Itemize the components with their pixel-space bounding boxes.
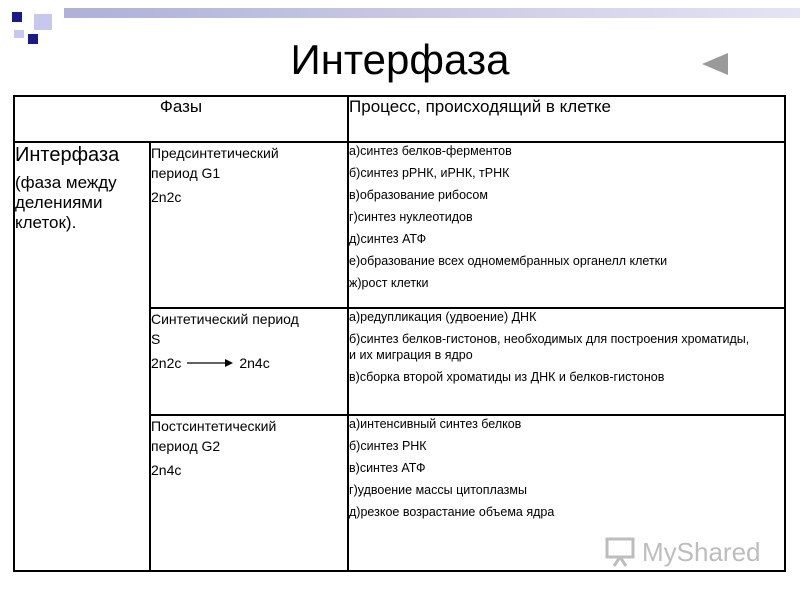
process-item: б)синтез РНК: [349, 439, 427, 453]
period-g2-formula: 2n4c: [151, 462, 182, 478]
process-item: а)синтез белков-ферментов: [349, 144, 512, 158]
corner-square-navy: [12, 12, 22, 22]
formula-to: 2n4c: [239, 355, 270, 371]
interphase-table: [13, 95, 786, 572]
period-s-formula: [151, 353, 347, 373]
watermark-text: MyShared: [642, 536, 761, 567]
process-item: в)синтез АТФ: [349, 461, 426, 475]
header-process: Процесс, происходящий в клетке: [348, 96, 785, 142]
back-button[interactable]: [700, 52, 730, 76]
process-item: б)синтез рРНК, иРНК, тРНК: [349, 166, 510, 180]
formula-from: 2n2c: [151, 355, 182, 371]
arrow-right-icon: [187, 358, 233, 368]
interphase-title: Интерфаза: [15, 144, 120, 166]
period-g1-name: Предсинтетический период G1: [151, 145, 279, 181]
process-item: в)сборка второй хроматиды из ДНК и белков-гистонов: [349, 370, 665, 384]
period-s: [150, 308, 348, 415]
top-accent-bar: [64, 8, 800, 18]
process-item: е)образование всех одномембранных органелл клетки: [349, 254, 668, 268]
period-g2-name: Постсинтетический период G2: [151, 418, 277, 454]
process-item: в)образование рибосом: [349, 188, 488, 202]
triangle-left-icon: [700, 52, 730, 76]
watermark-logo: [604, 536, 761, 568]
process-item: ж)рост клетки: [349, 276, 429, 290]
period-g2: [150, 415, 348, 571]
interphase-description: (фаза между делениями клеток).: [15, 173, 117, 232]
corner-square-lavender: [34, 14, 52, 30]
process-item: б)синтез белков-гистонов, необходимых для построения хроматиды, и их миграция в ядро: [349, 332, 750, 362]
period-s-name: Синтетический период S: [151, 311, 299, 347]
process-item: д)синтез АТФ: [349, 232, 427, 246]
header-phases: Фазы: [14, 96, 348, 142]
process-item: г)удвоение массы цитоплазмы: [349, 483, 527, 497]
process-item: а)интенсивный синтез белков: [349, 417, 522, 431]
process-item: г)синтез нуклеотидов: [349, 210, 473, 224]
presentation-board-icon: [604, 537, 638, 567]
process-s: [348, 308, 785, 415]
interphase-cell: [14, 142, 150, 571]
process-g1: [348, 142, 785, 308]
process-item: а)редупликация (удвоение) ДНК: [349, 310, 537, 324]
process-item: д)резкое возрастание объема ядра: [349, 505, 555, 519]
period-g1: [150, 142, 348, 308]
slide-title: Интерфаза: [290, 36, 510, 83]
period-g1-formula: 2n2c: [151, 189, 182, 205]
